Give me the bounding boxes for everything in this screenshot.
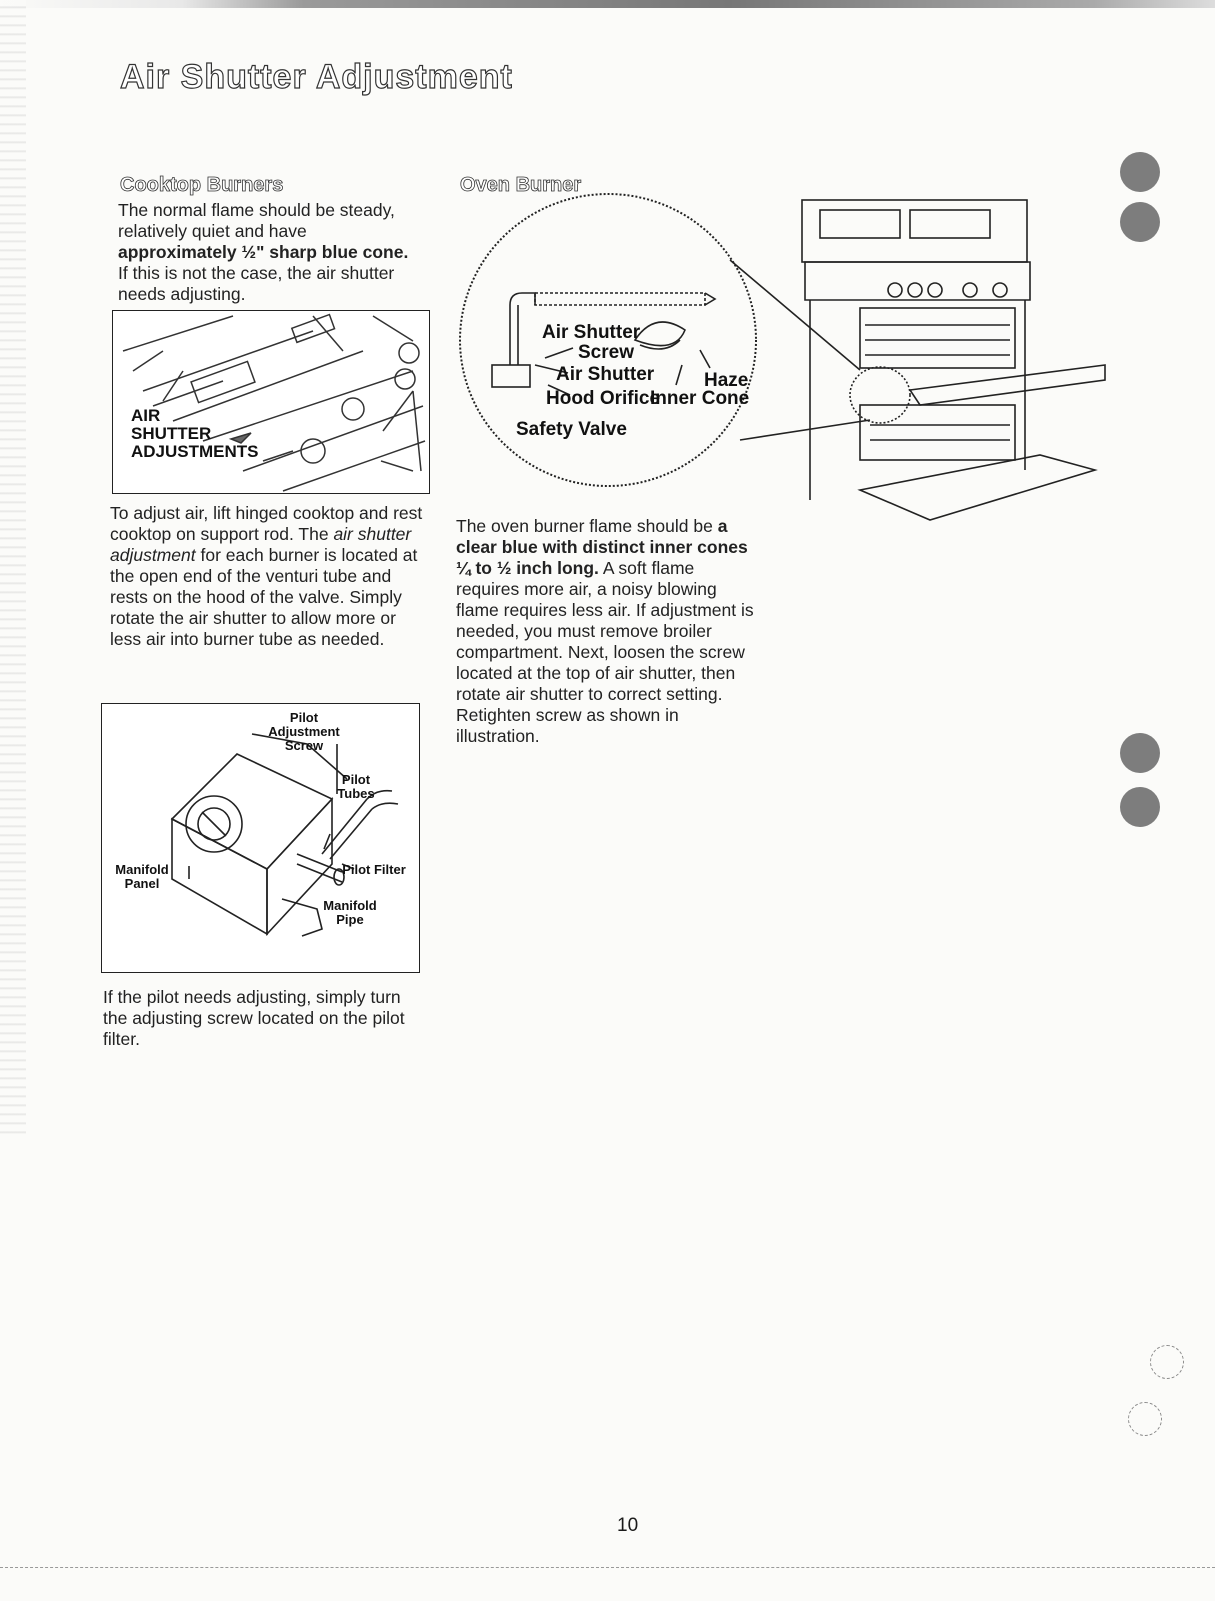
label-screw: Screw — [284, 738, 324, 753]
cooktop-adjust-text-2: for each burner is located at the open end of the venturi tube and rests on the hood of the valve. Simply rotate the air shutter to allow more or less air into burner tube as needed. — [110, 545, 418, 649]
label-haze: Haze — [704, 370, 749, 391]
binder-hole-mark — [1120, 787, 1160, 827]
binder-hole-mark — [1120, 733, 1160, 773]
cooktop-intro — [118, 200, 418, 305]
cooktop-adjust-text — [110, 503, 426, 650]
label-air-shutter-2: Air Shutter — [556, 364, 655, 385]
oven-text — [456, 516, 756, 747]
cooktop-intro-text-1: The normal flame should be steady, relatively quiet and have — [118, 200, 395, 241]
oven-burner-illustration — [440, 190, 1180, 540]
label-adjustment: Adjustment — [268, 724, 340, 739]
scan-edge-bottom — [0, 1567, 1215, 1570]
label-manifold-pipe-1: Manifold — [323, 898, 377, 913]
label-manifold-panel-1: Manifold — [115, 862, 169, 877]
label-pilot-filter: Pilot Filter — [342, 862, 406, 877]
label-pilot-tubes-2: Tubes — [337, 786, 375, 801]
punch-hole-ring — [1128, 1402, 1162, 1436]
cooktop-adjust-text-1: To adjust air, lift hinged cooktop and rest cooktop on support rod. The — [110, 503, 423, 544]
scan-edge-top — [0, 0, 1215, 8]
figure-label-air: AIR — [131, 406, 161, 425]
label-hood-orifice: Hood Orifice — [546, 388, 661, 409]
cooktop-intro-bold: approximately ½" sharp blue cone. — [118, 242, 409, 262]
binder-hole-mark — [1120, 202, 1160, 242]
label-screw: Screw — [578, 342, 634, 363]
page-title: Air Shutter Adjustment — [120, 58, 513, 96]
oven-text-bold: a clear blue with distinct inner cones ¼ to ½ inch long. — [456, 516, 748, 578]
label-air-shutter: Air Shutter — [542, 322, 641, 343]
pilot-text: If the pilot needs adjusting, simply turn the adjusting screw located on the pilot filter. — [103, 987, 405, 1049]
cooktop-adjust-italic: air shutter adjustment — [110, 524, 412, 565]
binder-hole-mark — [1120, 152, 1160, 192]
label-inner-cone: Inner Cone — [650, 388, 750, 409]
oven-text-2: A soft flame requires more air, a noisy blowing flame requires less air. If adjustment is needed, you must remove broiler compartment. Next, loosen the screw located at the top of air shutter, then rotate air shutter to correct setting. Retighten screw as shown in illustration. — [456, 558, 754, 746]
figure-label-adjustments: ADJUSTMENTS — [131, 442, 259, 461]
label-pilot-tubes-1: Pilot — [341, 772, 371, 787]
cooktop-heading: Cooktop Burners — [120, 174, 284, 196]
cooktop-burner-illustration — [113, 311, 429, 493]
pilot-illustration — [102, 704, 419, 972]
oven-text-1: The oven burner flame should be — [456, 516, 718, 536]
scan-edge-left — [0, 0, 26, 1140]
label-manifold-panel-2: Panel — [124, 876, 160, 891]
cooktop-burner-figure — [112, 310, 430, 494]
pilot-figure — [101, 703, 420, 973]
label-pilot: Pilot — [289, 710, 319, 725]
page-number: 10 — [617, 1515, 639, 1536]
label-safety-valve: Safety Valve — [516, 419, 627, 440]
label-manifold-pipe-2: Pipe — [336, 912, 364, 927]
oven-heading: Oven Burner — [460, 174, 582, 196]
figure-label-shutter: SHUTTER — [131, 424, 212, 443]
cooktop-intro-text-2: If this is not the case, the air shutter needs adjusting. — [118, 263, 395, 304]
punch-hole-ring — [1150, 1345, 1184, 1379]
